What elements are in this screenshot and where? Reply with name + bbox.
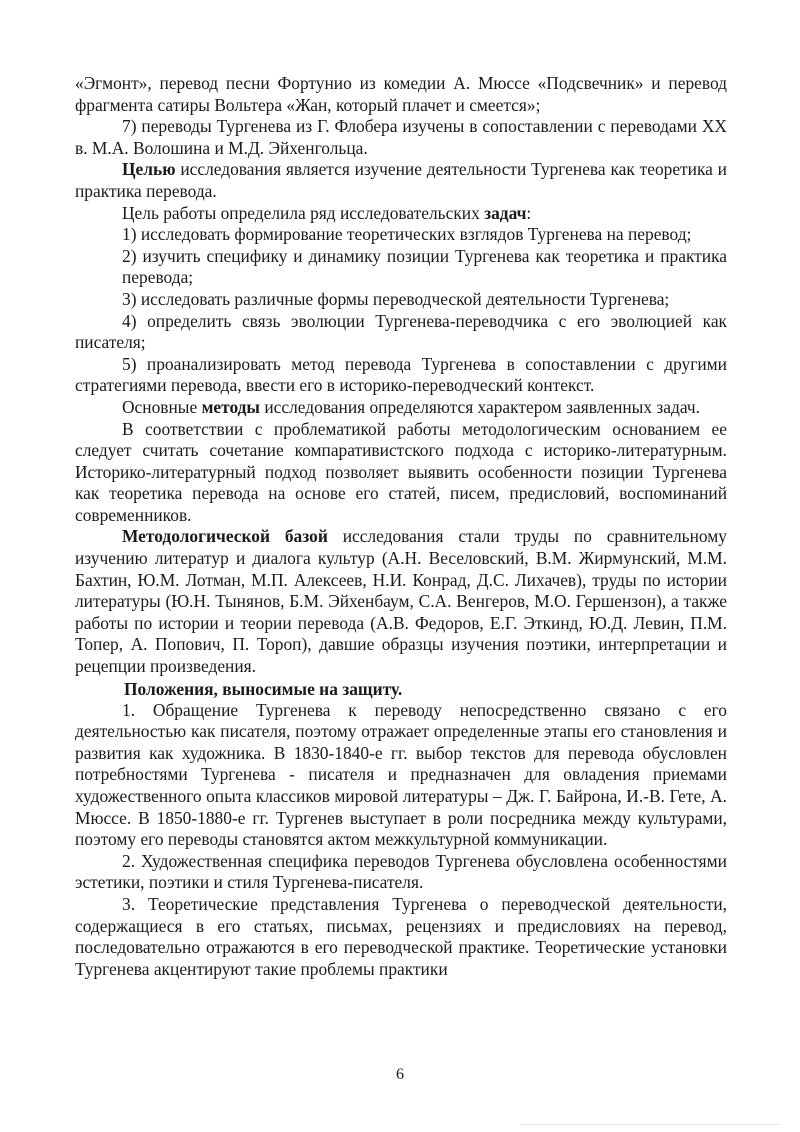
paragraph-methods [75,397,727,419]
methods-text: исследования определяются характером заявленных задач. [260,396,700,417]
paragraph-goal [75,159,727,202]
paragraph-item-7: 7) переводы Тургенева из Г. Флобера изучены в сопоставлении с переводами XX в. М.А. Волошина и М.Д. Эйхенгольца. [75,116,727,158]
paragraph-methodological-base [75,526,727,677]
task-item-5: 5) проанализировать метод перевода Тургенева в сопоставлении с другими стратегиями перевода, ввести его в историко-переводческий контекст. [75,353,727,396]
task-item-3: 3) исследовать различные формы переводческой деятельности Тургенева; [122,288,670,309]
tasks-intro-colon: : [526,202,532,223]
methods-start: Основные [122,396,202,417]
tasks-term: задач [484,202,527,223]
goal-term: Целью [122,159,176,180]
task-item-2: 2) изучить специфику и динамику позиции Тургенева как теоретика и практика перевода; [122,245,727,288]
task-item-1: 1) исследовать формирование теоретических взглядов Тургенева на перевод; [122,224,692,245]
paragraph-continuation: «Эгмонт», перевод песни Фортунио из комедии А. Мюссе «Подсвечник» и перевод фрагмента сатиры Вольтера «Жан, который плачет и смеется»; [75,73,727,115]
position-2: 2. Художественная специфика переводов Тургенева обусловлена особенностями эстетики, поэтики и стиля Тургенева-писателя. [75,850,727,893]
section-heading: Положения, выносимые на защиту. [124,678,403,699]
paragraph-methodology: В соответствии с проблематикой работы методологическим основанием ее следует считать сочетание компаративистского подхода с историко-литературным. Историко-литературный подход позволяет выявить особенности позиции Тургенева как теоретика перевода на основе его статей, писем, предисловий, воспоминаний современников. [75,418,727,525]
position-1: 1. Обращение Тургенева к переводу непосредственно связано с его деятельностью как писателя, поэтому отражает определенные этапы его становления и развития как художника. В 1830-1840-е гг. выбор текстов для перевода обусловлен потребностями Тургенева - писателя и предназначен для овладения приемами художественного опыта классиков мировой литературы – Дж. Г. Байрона, И.-В. Гете, А. Мюссе. В 1850-1880-е гг. Тургенев выступает в роли посредника между культурами, поэтому его переводы становятся актом межкультурной коммуникации. [75,699,727,850]
methodological-base-term: Методологической базой [122,526,328,547]
document-page [75,73,727,980]
position-3: 3. Теоретические представления Тургенева о переводческой деятельности, содержащиеся в его статьях, письмах, рецензиях и предисловиях на перевод, последовательно отражаются в его переводческой практике. Теоретические установки Тургенева акцентируют такие проблемы практики [75,893,727,979]
paragraph-tasks-intro [75,203,727,225]
task-item-4: 4) определить связь эволюции Тургенева-переводчика с его эволюцией как писателя; [75,310,727,353]
methods-term: методы [201,396,261,417]
tasks-intro-text: Цель работы определила ряд исследовательских [122,202,485,223]
scan-artifact-line [520,1124,780,1125]
methodological-base-text: исследования стали труды по сравнительному изучению литератур и диалога культур (А.Н. Веселовский, В.М. Жирмунский, М.М. Бахтин, Ю.М. Лотман, М.П. Алексеев, Н.И. Конрад, Д.С. Лихачев), труды по истории литературы (Ю.Н. Тынянов, Б.М. Эйхенбаум, С.А. Венгеров, М.О. Гершензон), а также работы по истории и теории перевода (А.В. Федоров, Е.Г. Эткинд, Ю.Д. Левин, П.М. Топер, А. Попович, П. Тороп), давшие образцы изучения поэтики, интерпретации и рецепции произведения. [75,526,727,677]
goal-text: исследования является изучение деятельности Тургенева как теоретика и практика перевода. [75,159,727,201]
page-number: 6 [396,1066,404,1083]
